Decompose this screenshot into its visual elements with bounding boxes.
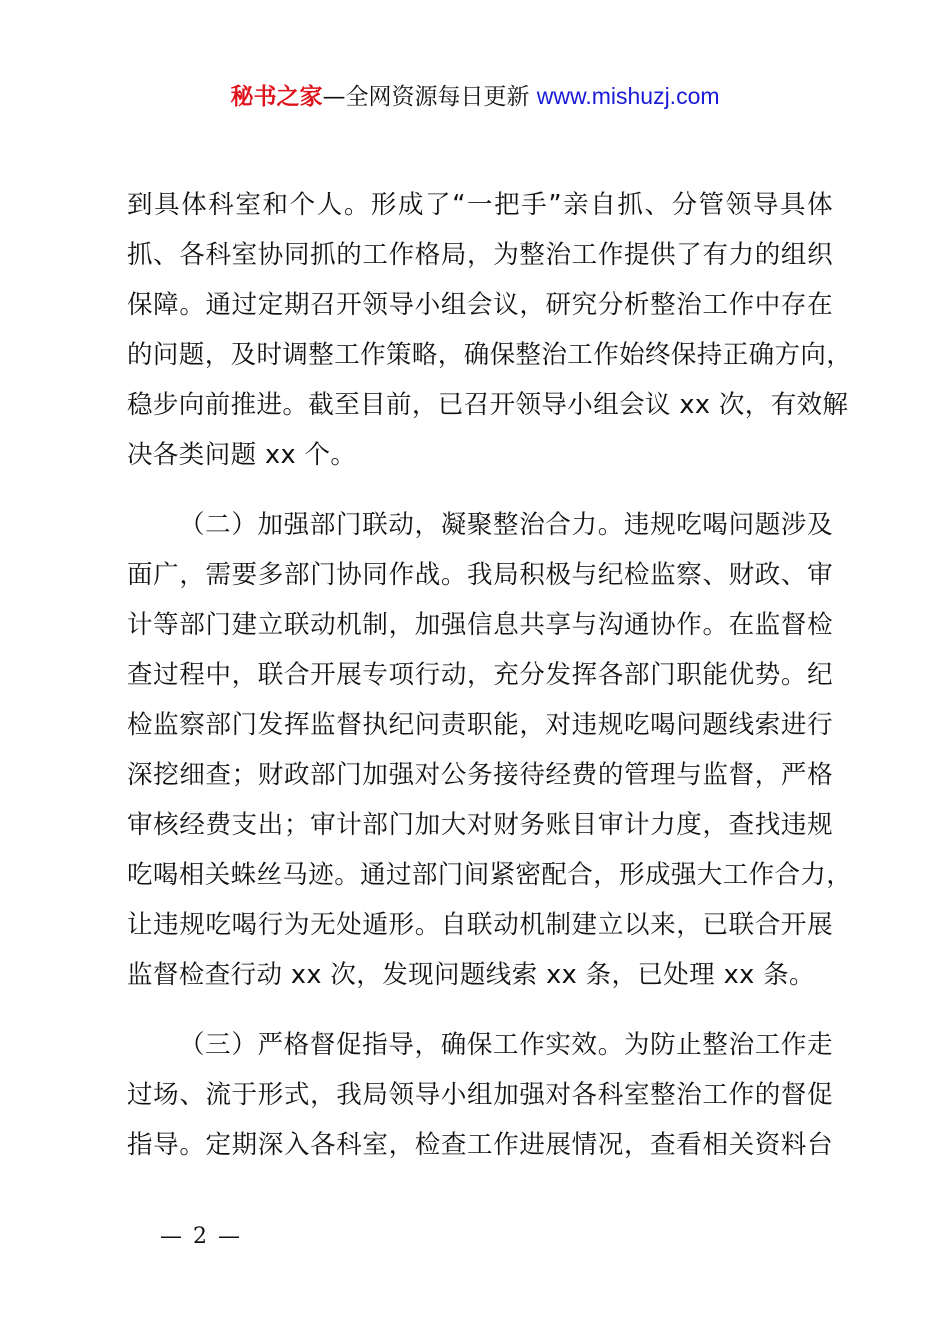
text-line: 到具体科室和个人。形成了“一把手”亲自抓、分管领导具体 xyxy=(127,190,833,220)
text-line: 吃喝相关蛛丝马迹。通过部门间紧密配合，形成强大工作合力， xyxy=(127,860,853,890)
text-line: 抓、各科室协同抓的工作格局，为整治工作提供了有力的组织 xyxy=(127,240,833,270)
text-line: 检监察部门发挥监督执纪问责职能，对违规吃喝问题线索进行 xyxy=(127,710,833,740)
text-line: （三）严格督促指导，确保工作实效。为防止整治工作走 xyxy=(179,1030,833,1060)
text-line: 稳步向前推进。截至目前，已召开领导小组会议 xx 次，有效解 xyxy=(127,390,849,420)
header-slogan: —全网资源每日更新 xyxy=(322,84,530,110)
site-header xyxy=(0,80,950,113)
text-line: 保障。通过定期召开领导小组会议，研究分析整治工作中存在 xyxy=(127,290,833,320)
text-line: 让违规吃喝行为无处遁形。自联动机制建立以来，已联合开展 xyxy=(127,910,833,940)
text-line: 查过程中，联合开展专项行动，充分发挥各部门职能优势。纪 xyxy=(127,660,833,690)
text-line: 过场、流于形式，我局领导小组加强对各科室整治工作的督促 xyxy=(127,1080,833,1110)
text-line: 监督检查行动 xx 次，发现问题线索 xx 条，已处理 xx 条。 xyxy=(127,960,815,990)
paragraph-section-two xyxy=(127,500,853,1000)
text-line: 的问题，及时调整工作策略，确保整治工作始终保持正确方向， xyxy=(127,340,853,370)
text-line: 深挖细查；财政部门加强对公务接待经费的管理与监督，严格 xyxy=(127,760,833,790)
paragraph-continuation xyxy=(127,180,853,480)
text-line: 面广，需要多部门协同作战。我局积极与纪检监察、财政、审 xyxy=(127,560,833,590)
brand-name: 秘书之家 xyxy=(230,84,323,110)
site-url-link[interactable]: www.mishuzj.com xyxy=(536,83,720,109)
text-line: 计等部门建立联动机制，加强信息共享与沟通协作。在监督检 xyxy=(127,610,833,640)
document-body xyxy=(127,180,853,1190)
text-line: 指导。定期深入各科室，检查工作进展情况，查看相关资料台 xyxy=(127,1130,833,1160)
page-number: — 2 — xyxy=(160,1224,242,1249)
text-line: 决各类问题 xx 个。 xyxy=(127,440,357,470)
text-line: 审核经费支出；审计部门加大对财务账目审计力度，查找违规 xyxy=(127,810,833,840)
paragraph-section-three xyxy=(127,1020,833,1170)
text-line: （二）加强部门联动，凝聚整治合力。违规吃喝问题涉及 xyxy=(179,510,833,540)
